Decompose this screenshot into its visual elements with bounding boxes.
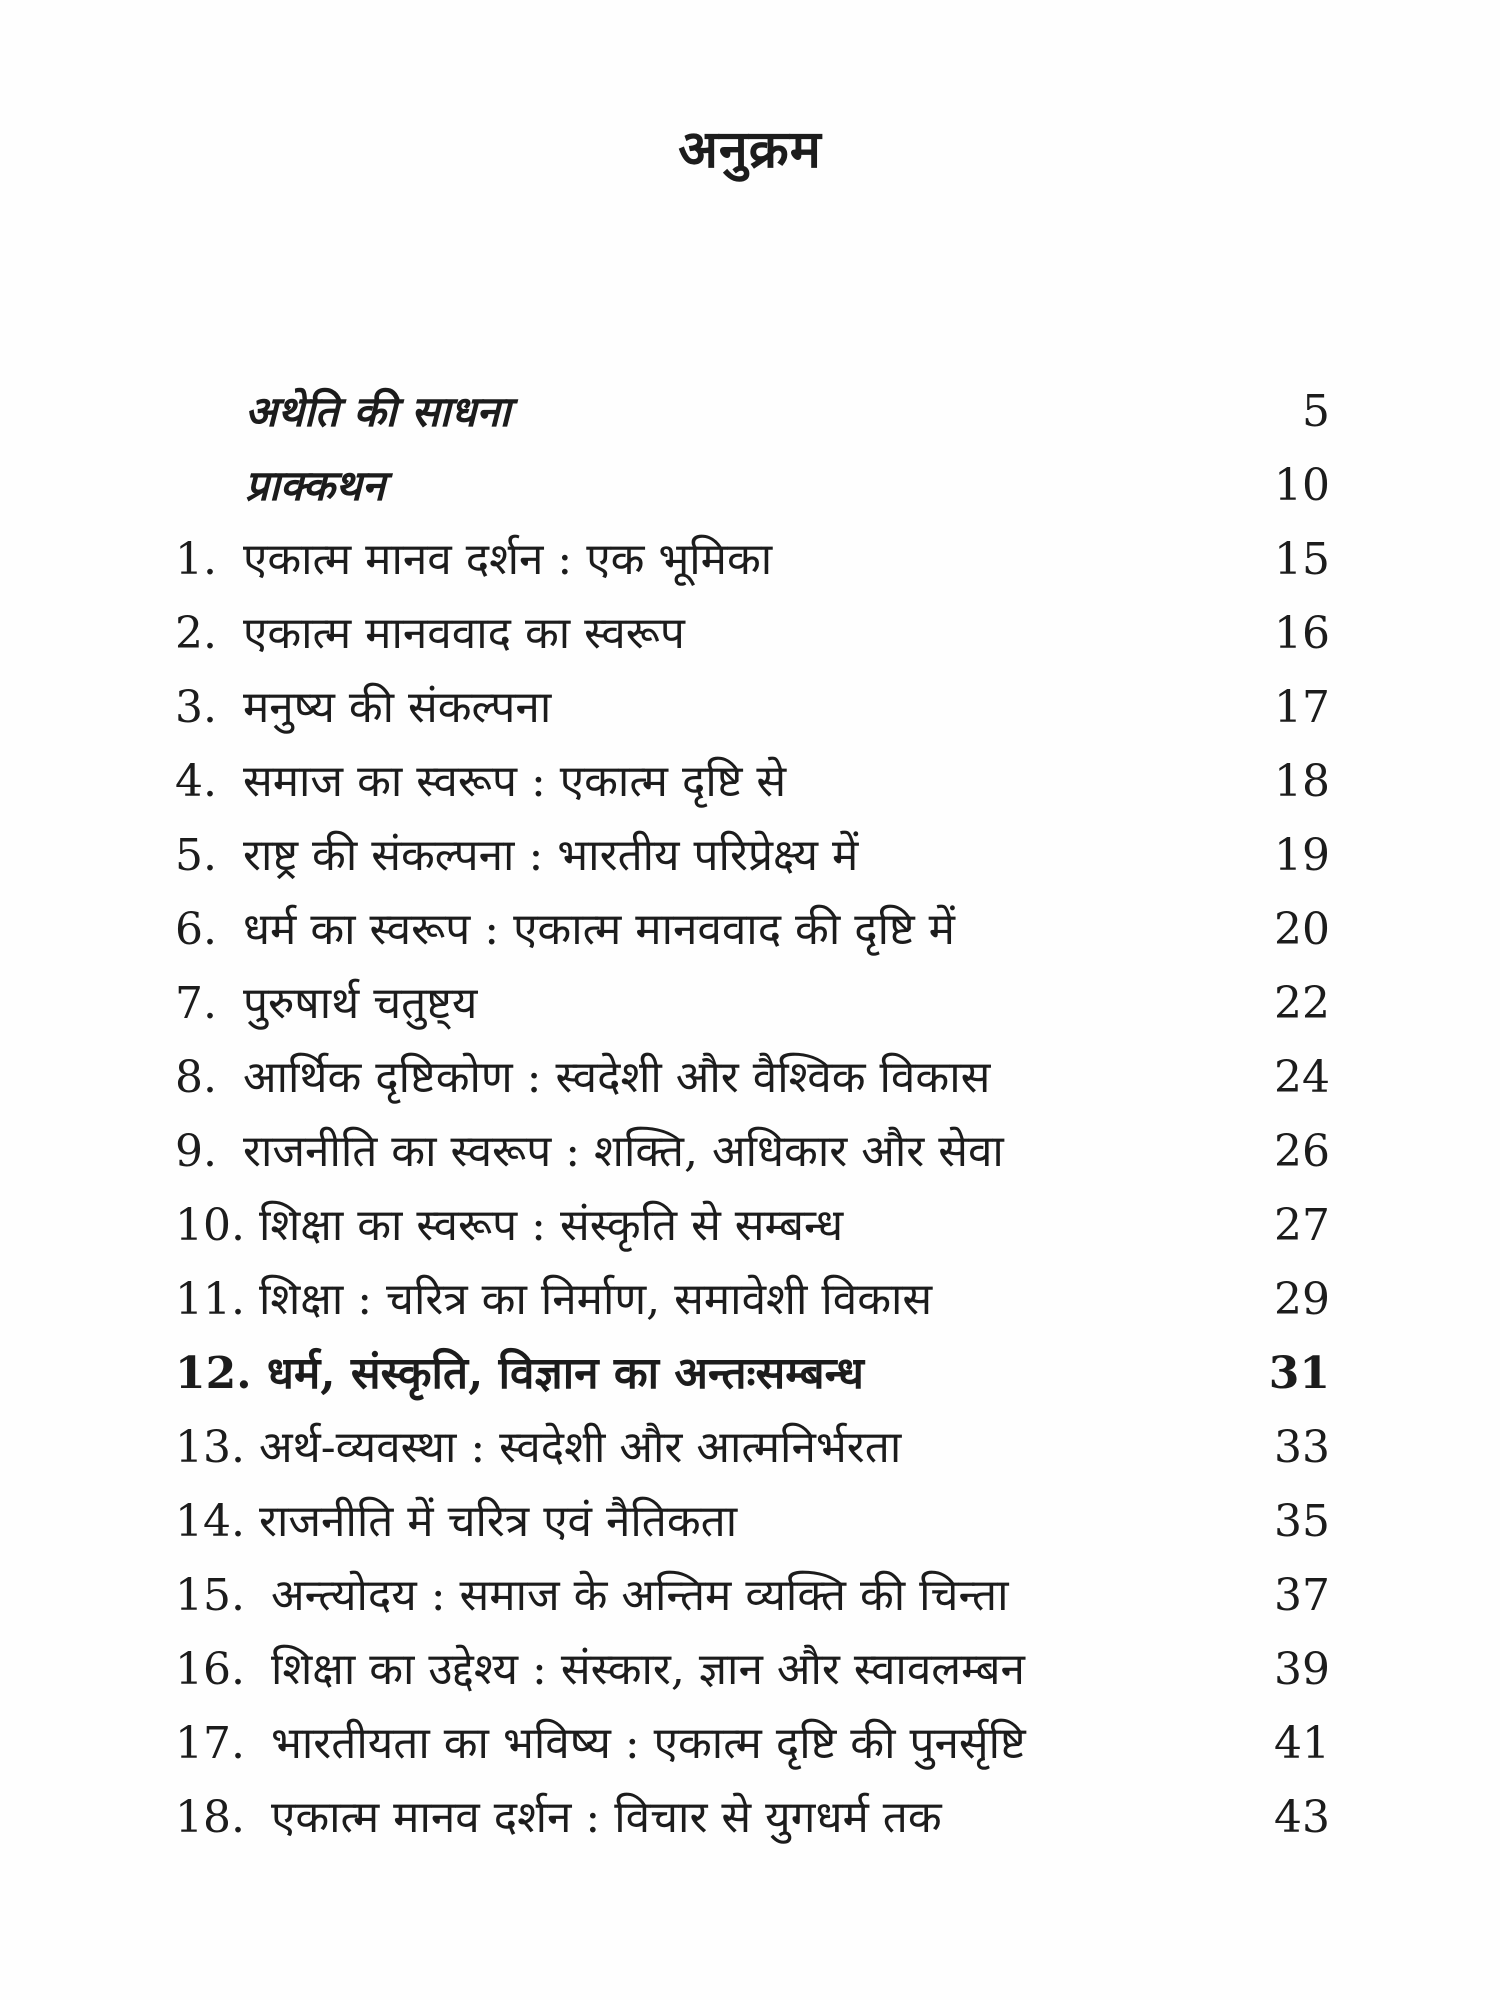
- toc-page-number: 5: [1302, 386, 1330, 437]
- toc-page-number: 27: [1274, 1200, 1330, 1251]
- toc-entry-label: राजनीति का स्वरूप : शक्ति, अधिकार और सेवा: [242, 1126, 1004, 1177]
- toc-entry-label: मनुष्य की संकल्पना: [242, 682, 552, 733]
- toc-entry-label: प्राक्कथन: [245, 461, 386, 510]
- toc-entry-label: शिक्षा का उद्देश्य : संस्कार, ज्ञान और स्वावलम्बन: [270, 1644, 1025, 1695]
- toc-row: [175, 819, 1330, 893]
- toc-page-number: 26: [1274, 1126, 1330, 1177]
- toc-page-number: 24: [1274, 1052, 1330, 1103]
- toc-entry-label: आर्थिक दृष्टिकोण : स्वदेशी और वैश्विक विकास: [242, 1052, 991, 1103]
- toc-row: [175, 449, 1330, 523]
- toc-row: [175, 1707, 1330, 1781]
- toc-entry-label: शिक्षा का स्वरूप : संस्कृति से सम्बन्ध: [258, 1200, 844, 1251]
- toc-entry-label: राष्ट्र की संकल्पना : भारतीय परिप्रेक्ष्य में: [242, 830, 859, 881]
- table-of-contents: [175, 375, 1330, 1855]
- toc-entry-label: अन्त्योदय : समाज के अन्तिम व्यक्ति की चिन्ता: [270, 1570, 1009, 1621]
- toc-page-number: 43: [1274, 1792, 1330, 1843]
- toc-chapter-number: 2.: [175, 608, 217, 659]
- toc-row: [175, 671, 1330, 745]
- toc-chapter-number: 18.: [175, 1792, 245, 1843]
- toc-chapter-number: 7.: [175, 978, 217, 1029]
- toc-entry-label: अथेति की साधना: [245, 387, 511, 436]
- toc-page-number: 17: [1274, 682, 1330, 733]
- toc-row: [175, 745, 1330, 819]
- toc-row: [175, 1189, 1330, 1263]
- toc-page-number: 16: [1274, 608, 1330, 659]
- toc-row: [175, 1041, 1330, 1115]
- toc-page-number: 31: [1268, 1348, 1330, 1399]
- toc-row: [175, 597, 1330, 671]
- toc-page-number: 15: [1274, 534, 1330, 585]
- toc-entry-label: अर्थ-व्यवस्था : स्वदेशी और आत्मनिर्भरता: [258, 1422, 902, 1473]
- toc-row: [175, 1485, 1330, 1559]
- toc-entry-label: धर्म का स्वरूप : एकात्म मानववाद की दृष्टि में: [242, 904, 955, 955]
- toc-chapter-number: 15.: [175, 1570, 245, 1621]
- toc-entry-label: राजनीति में चरित्र एवं नैतिकता: [258, 1496, 738, 1547]
- toc-entry-label: एकात्म मानव दर्शन : विचार से युगधर्म तक: [270, 1792, 942, 1843]
- page-title: अनुक्रम: [678, 119, 822, 180]
- toc-row: [175, 1337, 1330, 1411]
- toc-chapter-number: 4.: [175, 756, 217, 807]
- toc-chapter-number: 6.: [175, 904, 217, 955]
- toc-entry-label: पुरुषार्थ चतुष्ट्य: [242, 978, 478, 1029]
- toc-chapter-number: 14.: [175, 1496, 245, 1547]
- toc-page-number: 18: [1274, 756, 1330, 807]
- toc-chapter-number: 17.: [175, 1718, 245, 1769]
- toc-chapter-number: 16.: [175, 1644, 245, 1695]
- toc-row: [175, 1781, 1330, 1855]
- toc-chapter-number: 10.: [175, 1200, 245, 1251]
- toc-page-number: 22: [1274, 978, 1330, 1029]
- toc-chapter-number: 13.: [175, 1422, 245, 1473]
- toc-row: [175, 1633, 1330, 1707]
- toc-entry-label: शिक्षा : चरित्र का निर्माण, समावेशी विकास: [258, 1274, 933, 1325]
- toc-row: [175, 1115, 1330, 1189]
- toc-entry-label: समाज का स्वरूप : एकात्म दृष्टि से: [242, 756, 787, 807]
- toc-chapter-number: 11.: [175, 1274, 245, 1325]
- toc-entry-label: भारतीयता का भविष्य : एकात्म दृष्टि की पुनर्सृष्टि: [270, 1718, 1026, 1769]
- toc-row: [175, 893, 1330, 967]
- toc-page-number: 33: [1274, 1422, 1330, 1473]
- toc-chapter-number: 9.: [175, 1126, 217, 1177]
- toc-entry-label: धर्म, संस्कृति, विज्ञान का अन्तःसम्बन्ध: [266, 1348, 864, 1399]
- toc-page-number: 39: [1274, 1644, 1330, 1695]
- toc-page-number: 35: [1274, 1496, 1330, 1547]
- toc-chapter-number: 5.: [175, 830, 217, 881]
- toc-chapter-number: 1.: [175, 534, 217, 585]
- toc-row: [175, 1559, 1330, 1633]
- toc-page-number: 37: [1274, 1570, 1330, 1621]
- toc-chapter-number: 8.: [175, 1052, 217, 1103]
- toc-chapter-number: 3.: [175, 682, 217, 733]
- toc-page-number: 20: [1274, 904, 1330, 955]
- toc-row: [175, 1263, 1330, 1337]
- toc-page-number: 29: [1274, 1274, 1330, 1325]
- toc-page-number: 19: [1274, 830, 1330, 881]
- toc-page-number: 10: [1274, 460, 1330, 511]
- toc-row: [175, 375, 1330, 449]
- toc-row: [175, 1411, 1330, 1485]
- toc-chapter-number: 12.: [175, 1348, 252, 1399]
- toc-entry-label: एकात्म मानववाद का स्वरूप: [242, 608, 685, 659]
- toc-row: [175, 967, 1330, 1041]
- toc-row: [175, 523, 1330, 597]
- toc-entry-label: एकात्म मानव दर्शन : एक भूमिका: [242, 534, 773, 585]
- toc-page-number: 41: [1274, 1718, 1330, 1769]
